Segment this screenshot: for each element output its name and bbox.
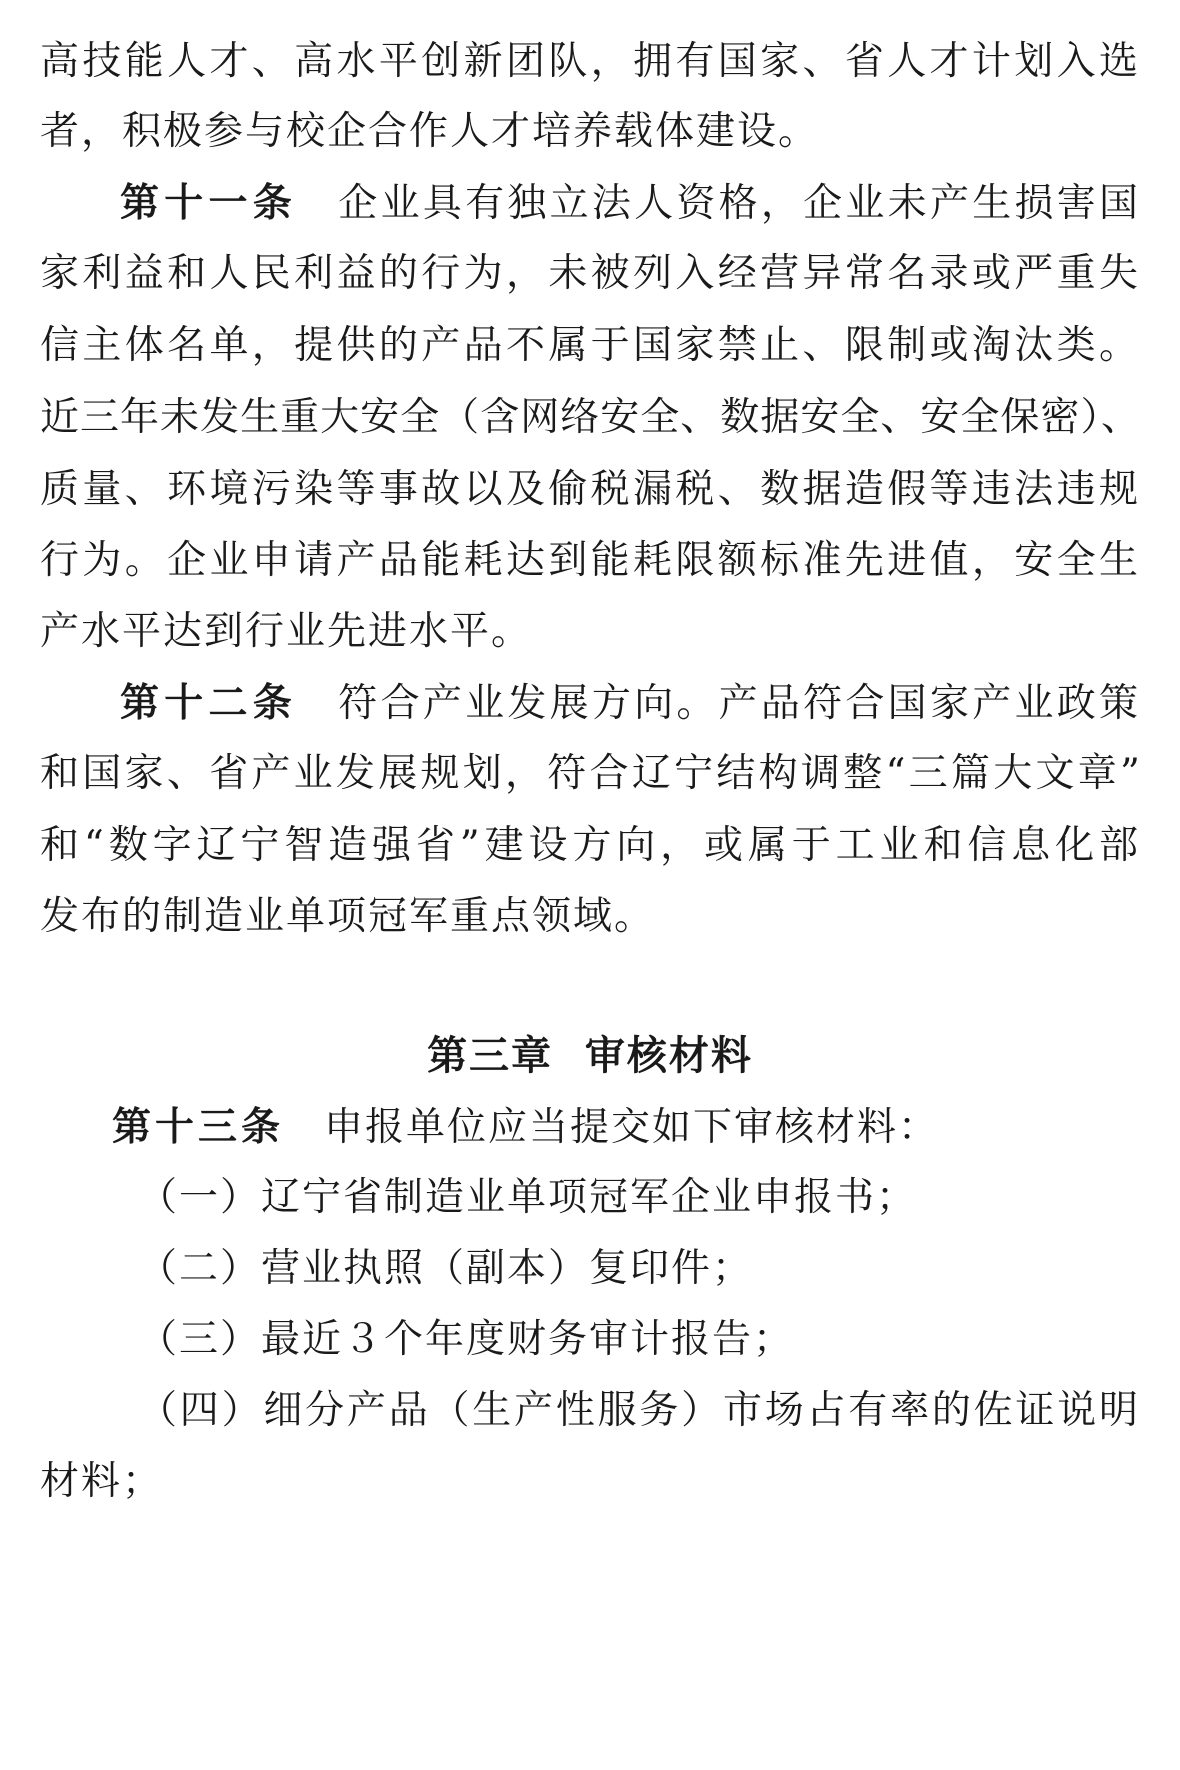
article-12-first-line <box>120 679 1140 728</box>
paragraph-line: 产水平达到行业先进水平。 <box>40 609 533 654</box>
paragraph-line: 信主体名单，提供的产品不属于国家禁止、限制或淘汰类。 <box>40 323 1140 368</box>
article-13-text: 申报单位应当提交如下审核材料： <box>324 1105 940 1150</box>
list-item: （四）细分产品（生产性服务）市场占有率的佐证说明 <box>138 1388 1140 1433</box>
paragraph-line: 和国家、省产业发展规划，符合辽宁结构调整“三篇大文章” <box>40 751 1140 796</box>
paragraph-line: 近三年未发生重大安全（含网络安全、数据安全、安全保密）、 <box>40 395 1140 440</box>
paragraph-line: 者，积极参与校企合作人才培养载体建设。 <box>40 109 820 154</box>
article-12-label: 第十二条 <box>120 680 298 726</box>
paragraph-line: 家利益和人民利益的行为，未被列入经营异常名录或严重失 <box>40 251 1140 296</box>
chapter-heading: 第三章 审核材料 <box>427 1033 753 1079</box>
paragraph-line: 材料； <box>40 1459 164 1504</box>
article-13-label: 第十三条 <box>112 1104 285 1150</box>
paragraph-line: 行为。企业申请产品能耗达到能耗限额标准先进值，安全生 <box>40 538 1140 583</box>
list-item: （一）辽宁省制造业单项冠军企业申报书； <box>138 1175 918 1220</box>
article-11-first-line <box>120 179 1140 228</box>
article-13-first-line <box>112 1103 1140 1152</box>
paragraph-line: 发布的制造业单项冠军重点领域。 <box>40 894 656 939</box>
paragraph-line: 和“数字辽宁智造强省”建设方向，或属于工业和信息化部 <box>40 823 1140 868</box>
list-item: （二）营业执照（副本）复印件； <box>138 1246 754 1291</box>
article-12-text: 符合产业发展方向。产品符合国家产业政策 <box>337 681 1140 726</box>
article-11-text: 企业具有独立法人资格，企业未产生损害国 <box>337 181 1140 226</box>
article-11-label: 第十一条 <box>120 180 298 226</box>
paragraph-line: 质量、环境污染等事故以及偷税漏税、数据造假等违法违规 <box>40 467 1140 512</box>
list-item: （三）最近３个年度财务审计报告； <box>138 1317 795 1362</box>
paragraph-line: 高技能人才、高水平创新团队，拥有国家、省人才计划入选 <box>40 39 1140 84</box>
